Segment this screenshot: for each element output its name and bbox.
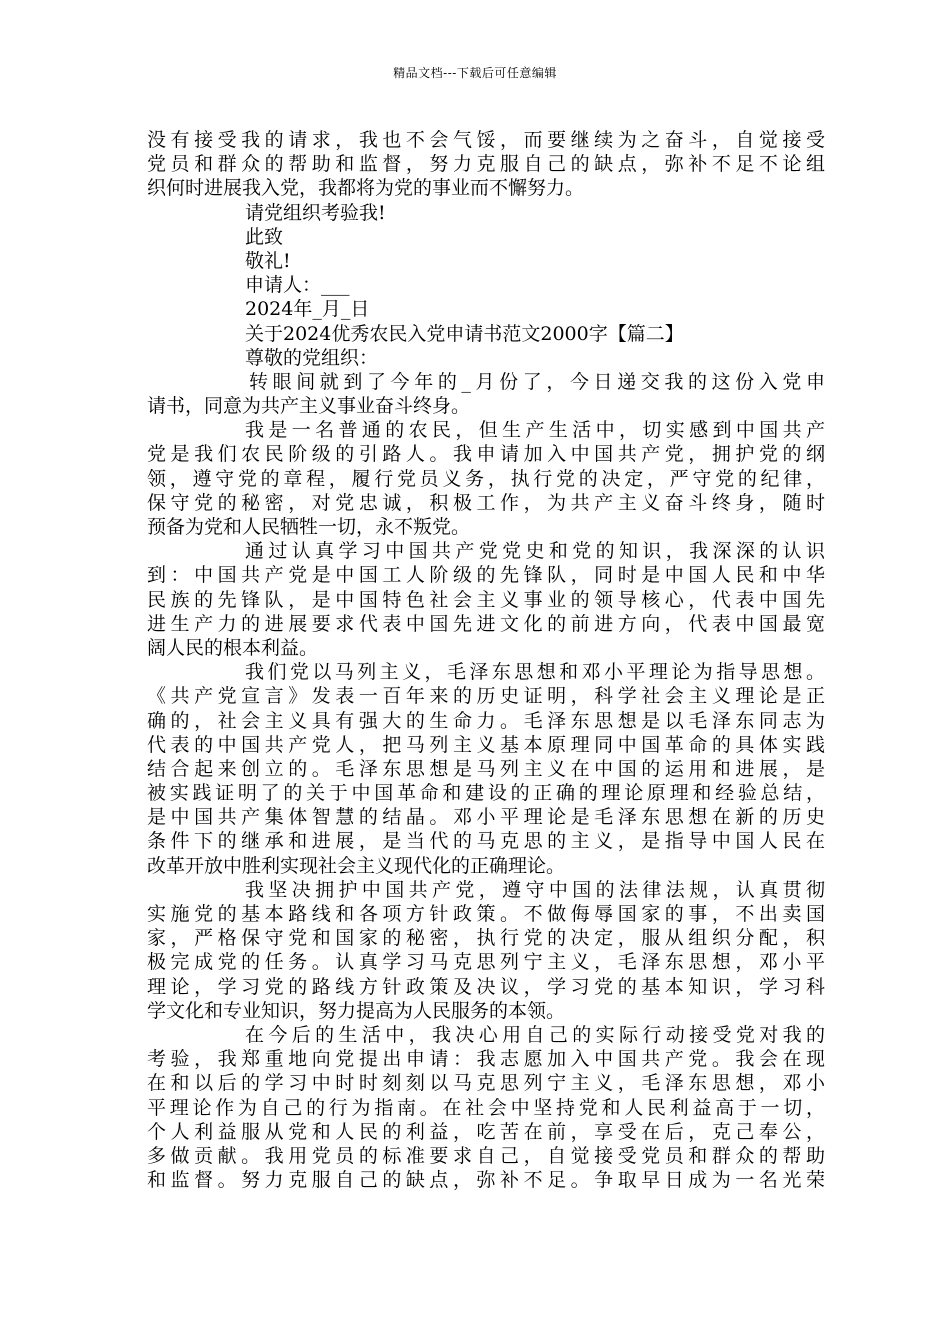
text-line: 织何时进展我入党，我都将为党的事业而不懈努力。: [147, 177, 585, 200]
text-line: 实施党的基本路线和各项方针政策。不做侮辱国家的事，不出卖国: [147, 903, 825, 925]
section-title: 关于2024优秀农民入党申请书范文2000字【篇二】: [245, 322, 684, 345]
text-line: 敬礼!: [245, 249, 291, 272]
text-line: 学文化和专业知识，努力提高为人民服务的本领。: [147, 999, 566, 1022]
text-line: 个人利益服从党和人民的利益，吃苦在前，享受在后，克己奉公，: [147, 1120, 825, 1143]
text-line: 在今后的生活中，我决心用自己的实际行动接受党对我的: [245, 1023, 825, 1046]
text-line: 改革开放中胜利实现社会主义现代化的正确理论。: [147, 854, 566, 877]
text-line: 保守党的秘密，对党忠诚，积极工作，为共产主义奋斗终身，随时: [147, 491, 825, 514]
text-line: 2024年_月_日: [245, 298, 370, 321]
text-line: 我们党以马列主义，毛泽东思想和邓小平理论为指导思想。: [245, 661, 825, 684]
text-line: 在和以后的学习中时时刻刻以马克思列宁主义，毛泽东思想，邓小: [147, 1072, 825, 1095]
text-line: 预备为党和人民牺牲一切，永不叛党。: [147, 516, 471, 538]
text-line: 领，遵守党的章程，履行党员义务，执行党的决定，严守党的纪律，: [147, 467, 825, 490]
text-line: 转眼间就到了今年的_月份了，今日递交我的这份入党申: [249, 370, 825, 393]
text-line: 《共产党宣言》发表一百年来的历史证明，科学社会主义理论是正: [147, 685, 825, 708]
text-line: 平理论作为自己的行为指南。在社会中坚持党和人民利益高于一切，: [147, 1096, 825, 1119]
text-line: 被实践证明了的关于中国革命和建设的正确的理论原理和经验总结，: [147, 782, 825, 805]
text-line: 我是一名普通的农民，但生产生活中，切实感到中国共产: [245, 419, 825, 442]
text-line: 我坚决拥护中国共产党，遵守中国的法律法规，认真贯彻: [245, 878, 825, 901]
text-line: 是中国共产集体智慧的结晶。邓小平理论是毛泽东思想在新的历史: [147, 806, 825, 829]
text-line: 代表的中国共产党人，把马列主义基本原理同中国革命的具体实践: [147, 733, 825, 756]
document-body: [147, 128, 825, 1192]
text-line: 申请人：___: [245, 274, 350, 297]
text-line: 和监督。努力克服自己的缺点，弥补不足。争取早日成为一名光荣: [147, 1169, 825, 1192]
text-line: 多做贡献。我用党员的标准要求自己，自觉接受党员和群众的帮助: [147, 1144, 825, 1167]
text-line: 条件下的继承和进展，是当代的马克思的主义，是指导中国人民在: [147, 830, 825, 853]
text-line: 请书，同意为共产主义事业奋斗终身。: [147, 395, 471, 418]
text-line: 请党组织考验我!: [245, 201, 386, 224]
salutation: 尊敬的党组织：: [245, 346, 379, 369]
text-line: 民族的先锋队，是中国特色社会主义事业的领导核心，代表中国先: [147, 588, 825, 611]
text-line: 党是我们农民阶级的引路人。我申请加入中国共产党，拥护党的纲: [147, 443, 825, 466]
text-line: 此致: [245, 225, 284, 248]
text-line: 没有接受我的请求，我也不会气馁，而要继续为之奋斗，自觉接受: [147, 129, 825, 151]
page-header: 精品文档---下载后可任意编辑: [393, 66, 557, 80]
text-line: 阔人民的根本利益。: [147, 636, 319, 659]
text-line: 确的，社会主义具有强大的生命力。毛泽东思想是以毛泽东同志为: [147, 709, 825, 732]
text-line: 结合起来创立的。毛泽东思想是马列主义在中国的运用和进展，是: [147, 757, 825, 780]
text-line: 通过认真学习中国共产党党史和党的知识，我深深的认识: [245, 540, 825, 563]
text-line: 考验，我郑重地向党提出申请：我志愿加入中国共产党。我会在现: [147, 1048, 825, 1071]
text-line: 极完成党的任务。认真学习马克思列宁主义，毛泽东思想，邓小平: [147, 951, 825, 974]
text-line: 家，严格保守党和国家的秘密，执行党的决定，服从组织分配，积: [147, 927, 825, 950]
text-line: 党员和群众的帮助和监督，努力克服自己的缺点，弥补不足不论组: [147, 153, 825, 176]
text-line: 理论，学习党的路线方针政策及决议，学习党的基本知识，学习科: [147, 975, 825, 998]
text-line: 进生产力的进展要求代表中国先进文化的前进方向，代表中国最宽: [147, 612, 825, 635]
text-line: 到：中国共产党是中国工人阶级的先锋队，同时是中国人民和中华: [147, 564, 825, 587]
